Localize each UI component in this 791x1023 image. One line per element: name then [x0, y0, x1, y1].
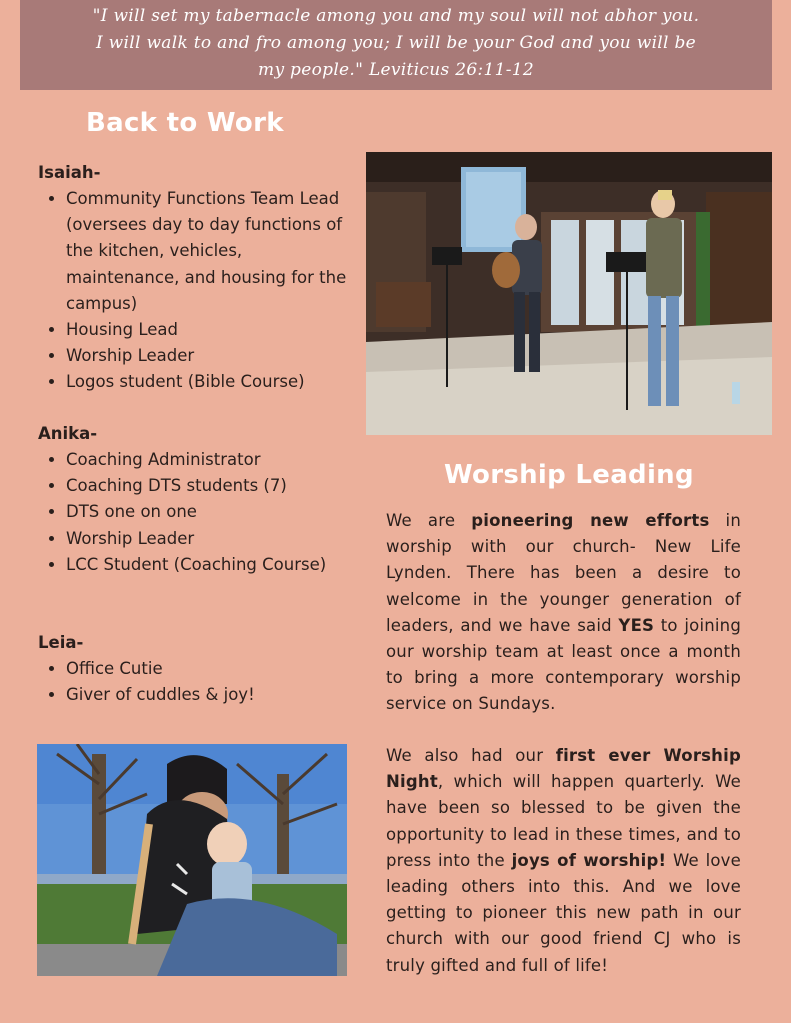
list-item: • Worship Leader [66, 526, 358, 552]
person-name: Leia- [38, 633, 84, 652]
bold-text: YES [618, 615, 655, 635]
list-item: • Logos student (Bible Course) [66, 369, 358, 395]
bold-text: first ever Worship Night [386, 746, 741, 792]
list-item: • LCC Student (Coaching Course) [66, 552, 358, 578]
back-to-work-heading: Back to Work [86, 108, 284, 138]
person-isaiah [38, 160, 358, 396]
role-list [38, 656, 358, 708]
worship-leading-heading: Worship Leading [444, 460, 694, 490]
list-item: • Housing Lead [66, 317, 358, 343]
mother-baby-photo [37, 744, 347, 976]
person-leia [38, 630, 358, 708]
scripture-quote-text: "I will set my tabernacle among you and my soul will not abhor you. I will walk to and fro among you; I will be your God and you will be my people." Leviticus 26:11-12 [92, 6, 700, 80]
person-name: Anika- [38, 424, 98, 443]
person-anika [38, 421, 358, 578]
worship-stage-photo [366, 152, 772, 435]
role-list [38, 186, 358, 396]
list-item: • Community Functions Team Lead (oversees day to day functions of the kitchen, vehicles, maintenance, and housing for the campus) [66, 186, 358, 317]
text-run: We are [386, 511, 472, 530]
worship-stage-illustration [366, 152, 772, 435]
text-run: We also had our [386, 746, 556, 765]
list-item: • Coaching DTS students (7) [66, 473, 358, 499]
list-item: • DTS one on one [66, 499, 358, 525]
text-run: in worship with our church- New Life Lynden. There has been a desire to welcome in the younger generation of leaders, and we have said [386, 511, 741, 635]
worship-paragraph-1 [386, 508, 741, 718]
bold-text: pioneering new efforts [471, 511, 710, 530]
person-name: Isaiah- [38, 163, 101, 182]
bold-text: joys of worship! [511, 850, 667, 870]
list-item: • Giver of cuddles & joy! [66, 682, 358, 708]
mother-baby-illustration [37, 744, 347, 976]
list-item: • Worship Leader [66, 343, 358, 369]
text-run: , which will happen quarterly. We have been so blessed to be given the opportunity to lead in these times, and to press into the [386, 772, 741, 870]
role-list [38, 447, 358, 578]
list-item: • Coaching Administrator [66, 447, 358, 473]
list-item: • Office Cutie [66, 656, 358, 682]
text-run: We love leading others into this. And we love getting to pioneer this new path in our church with our good friend CJ who is truly gifted and full of life! [386, 850, 742, 975]
worship-paragraph-2 [386, 743, 741, 979]
text-run: to joining our worship team at least once a month to bring a more contemporary worship service on Sundays. [386, 615, 741, 714]
scripture-quote-banner [20, 0, 772, 90]
